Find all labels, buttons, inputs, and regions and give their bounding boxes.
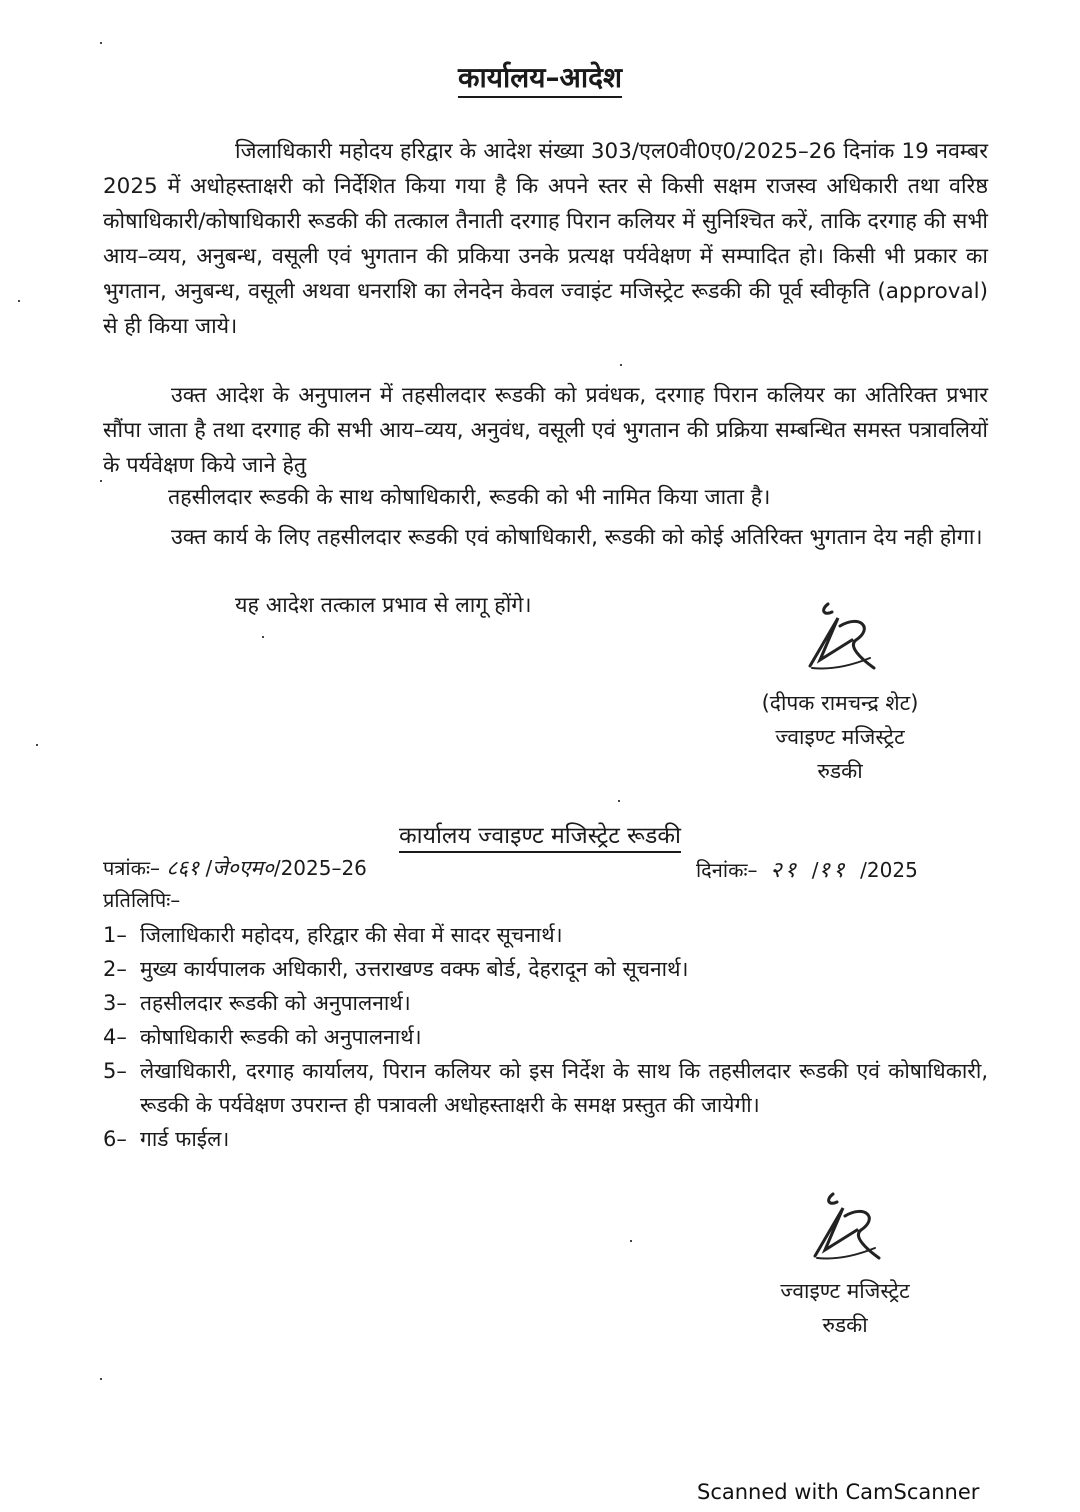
paragraph-2-continuation: तहसीलदार रूडकी के साथ कोषाधिकारी, रूडकी को भी नामित किया जाता है। [168,485,771,510]
list-item-number: 5– [103,1059,127,1083]
paragraph-3: उक्त कार्य के लिए तहसीलदार रूडकी एवं कोषाधिकारी, रूडकी को कोई अतिरिक्त भुगतान देय नही होगा। [171,525,983,550]
office-header-text: कार्यालय ज्वाइण्ट मजिस्ट्रेट रूडकी [399,823,681,853]
date-label: दिनांकः– [696,858,758,882]
list-item [103,918,988,952]
list-item-number: 3– [103,991,127,1015]
list-item-number: 6– [103,1127,127,1151]
reference-prefix: पत्रांकः– [103,856,160,880]
scan-speck [620,364,622,366]
list-item [103,1122,988,1156]
list-item-number: 1– [103,923,127,947]
paragraph-1: जिलाधिकारी महोदय हरिद्वार के आदेश संख्या 303/एल0वी0ए0/2025–26 दिनांक 19 नवम्बर 2025 में अधोहस्ताक्षरी को निर्देशित किया गया है कि अपने स्तर से किसी सक्षम राजस्व अधिकारी तथा वरिष्ठ कोषाधिकारी/कोषाधिकारी रूडकी की तत्काल तैनाती दरगाह पिरान कलियर में सुनिश्चित करें, ताकि दरगाह की सभी आय–व्यय, अनुबन्ध, वसूली एवं भुगतान की प्रकिया उनके प्रत्यक्ष पर्यवेक्षण में सम्पादित हो। किसी भी प्रकार का भुगतान, अनुबन्ध, वसूली अथवा धनराशि का लेनदेन केवल ज्वाइंट मजिस्ट्रेट रूडकी की पूर्व स्वीकृति (approval) से ही किया जाये। [103,139,988,339]
scan-speck [100,1378,102,1380]
list-item-text: मुख्य कार्यपालक अधिकारी, उत्तराखण्ड वक्फ बोर्ड, देहरादून को सूचनार्थ। [140,957,689,981]
list-item [103,1020,988,1054]
signatory-designation: ज्वाइण्ट मजिस्ट्रेट [775,725,905,749]
signature-1-block [735,686,945,788]
scanner-watermark: Scanned with CamScanner [697,1480,980,1504]
scan-speck [18,300,20,302]
scan-speck [630,1240,632,1242]
order-title-text: कार्यालय–आदेश [458,61,622,98]
scan-speck [262,636,264,638]
list-item-number: 2– [103,957,127,981]
paragraph-4: यह आदेश तत्काल प्रभाव से लागू होंगे। [235,593,532,618]
scan-speck [100,480,102,482]
list-item-text: लेखाधिकारी, दरगाह कार्यालय, पिरान कलियर को इस निर्देश के साथ कि तहसीलदार रूडकी एवं कोषाधिकारी, रूडकी के पर्यवेक्षण उपरान्त ही पत्रावली अधोहस्ताक्षरी के समक्ष प्रस्तुत की जायेगी। [140,1059,988,1117]
signatory-place: रुडकी [822,1313,868,1337]
order-title [0,58,1080,96]
signature-2-mark [795,1188,895,1270]
paragraph-2: उक्त आदेश के अनुपालन में तहसीलदार रूडकी को प्रवंधक, दरगाह पिरान कलियर का अतिरिक्त प्रभार सौंपा जाता है तथा दरगाह की सभी आय–व्यय, अनुवंध, वसूली एवं भुगतान की प्रक्रिया सम्बन्धित समस्त पत्रावलियों के पर्यवेक्षण किये जाने हेतु [103,383,988,478]
signatory-place: रुडकी [817,759,863,783]
date-day: २१ [770,858,800,883]
list-item-number: 4– [103,1025,127,1049]
list-item [103,986,988,1020]
scan-speck [618,800,620,802]
signatory-name: (दीपक रामचन्द्र शेट) [761,691,919,715]
office-header [0,818,1080,850]
list-item [103,1054,988,1122]
signature-2-block [740,1274,950,1342]
copy-list [103,918,988,1156]
reference-suffix: 2025–26 [280,856,367,880]
copy-heading: प्रतिलिपिः– [103,888,181,912]
reference-code-handwritten: जे०एम० [212,856,274,880]
signatory-designation: ज्वाइण्ट मजिस्ट्रेट [780,1279,910,1303]
list-item [103,952,988,986]
date-month: ११ [818,858,848,883]
date-year: 2025 [866,858,918,882]
reference-number-handwritten: ८६१ [166,856,200,880]
list-item-text: तहसीलदार रूडकी को अनुपालनार्थ। [140,991,411,1015]
reference-number: पत्रांकः– ८६१ /जे०एम०/2025–26 [103,856,367,880]
scan-speck [100,42,102,44]
list-item-text: जिलाधिकारी महोदय, हरिद्वार की सेवा में सादर सूचनार्थ। [140,923,563,947]
list-item-text: कोषाधिकारी रूडकी को अनुपालनार्थ। [140,1025,422,1049]
list-item-text: गार्ड फाईल। [140,1127,230,1151]
scan-speck [36,744,38,746]
signature-1-mark [790,598,890,680]
date-line: दिनांकः– २१ /११ /2025 [696,858,918,883]
